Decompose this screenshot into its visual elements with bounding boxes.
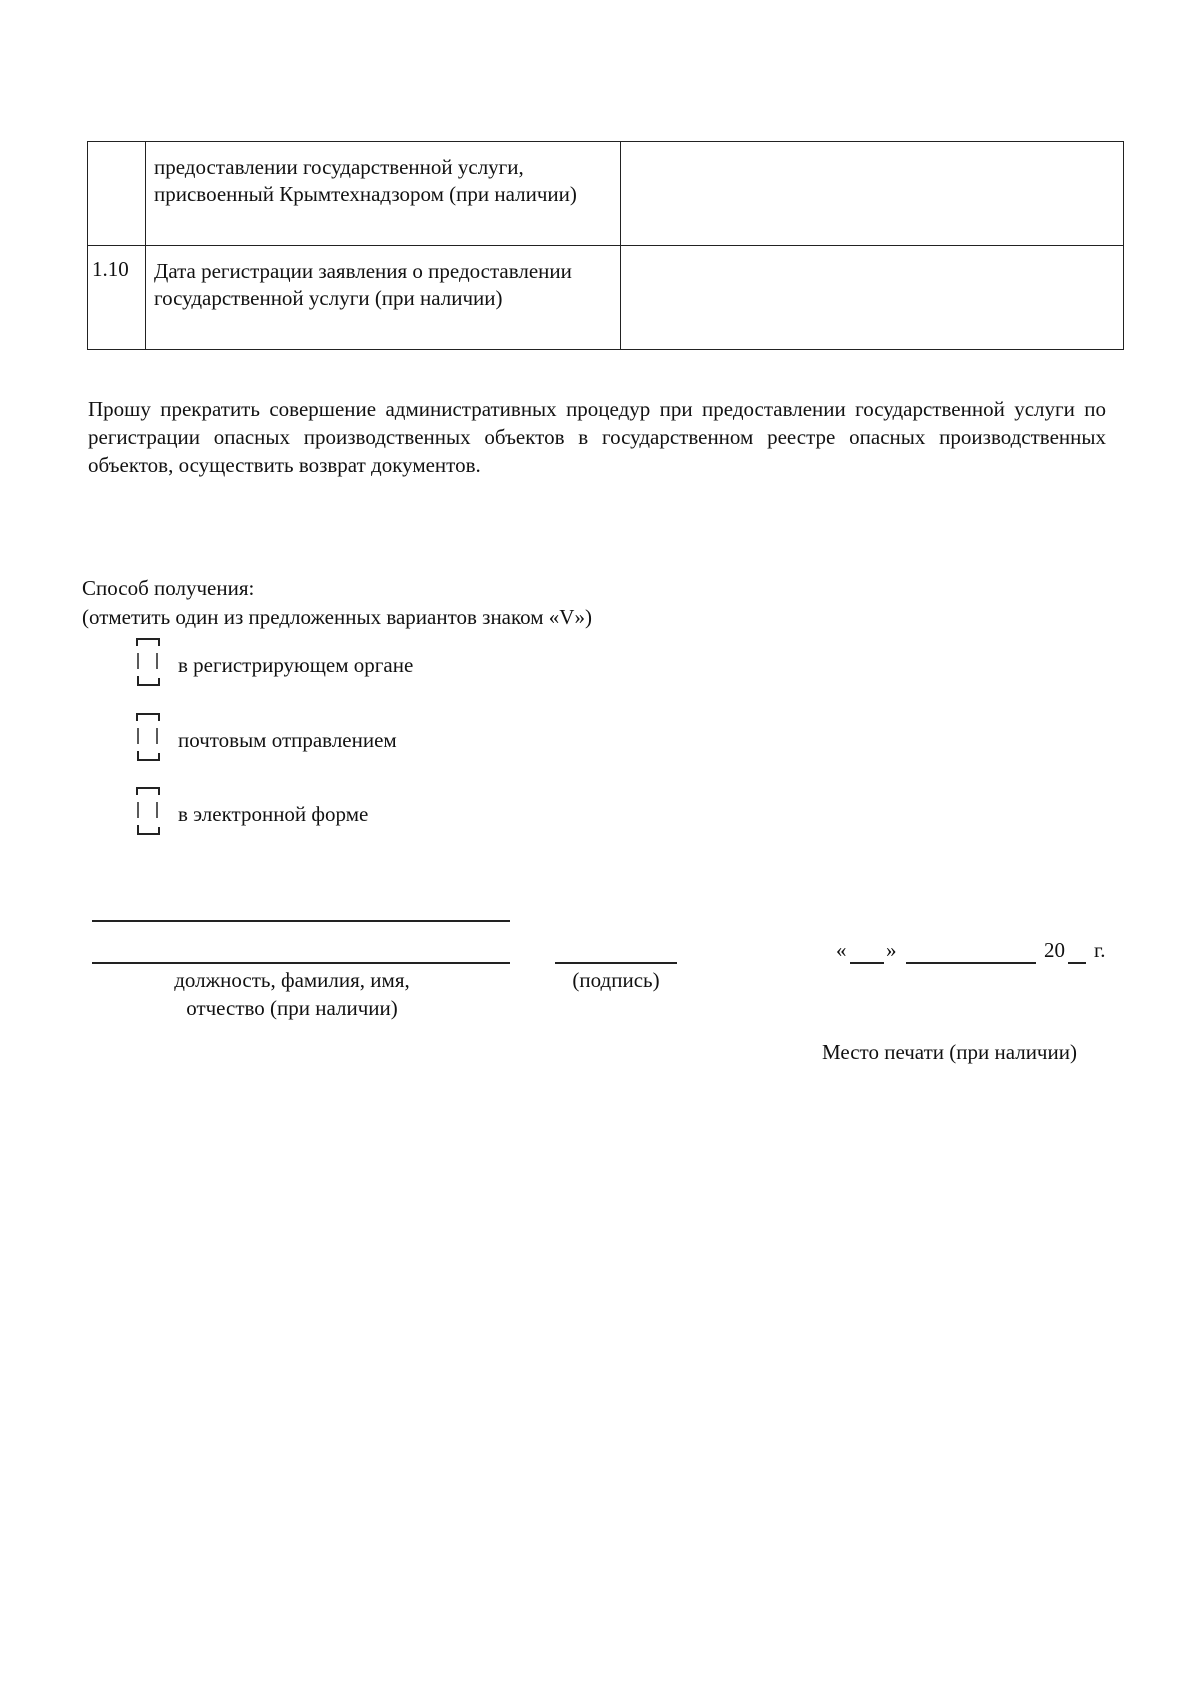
date-month-line[interactable] bbox=[906, 962, 1036, 964]
receipt-option-electronic[interactable] bbox=[136, 786, 636, 846]
signature-line[interactable] bbox=[555, 962, 677, 964]
date-day-line[interactable] bbox=[850, 962, 884, 964]
row-label: предоставлении государственной услуги, присвоенный Крымтехнадзором (при наличии) bbox=[146, 142, 621, 246]
position-caption bbox=[92, 966, 492, 1022]
request-paragraph: Прошу прекратить совершение административных процедур при предоставлении государственной услуги по регистрации опасных производственных объектов в государственном реестре опасных производственных объектов, осуществить возврат документов. bbox=[88, 397, 1106, 477]
position-caption-line-1: должность, фамилия, имя, bbox=[174, 968, 410, 992]
position-caption-line-2: отчество (при наличии) bbox=[186, 996, 398, 1020]
row-label: Дата регистрации заявления о предоставлении государственной услуги (при наличии) bbox=[146, 246, 621, 350]
receipt-option-mail[interactable] bbox=[136, 712, 636, 772]
position-line-2[interactable] bbox=[92, 962, 510, 964]
row-value-field[interactable] bbox=[621, 246, 1124, 350]
row-number bbox=[88, 142, 146, 246]
receipt-method-title: Способ получения: bbox=[82, 576, 255, 600]
seal-place-label: Место печати (при наличии) bbox=[822, 1040, 1077, 1064]
date-year-suffix: г. bbox=[1094, 938, 1106, 962]
date-field bbox=[836, 938, 1116, 968]
position-line-1[interactable] bbox=[92, 920, 510, 922]
date-close-quote: » bbox=[886, 938, 897, 962]
signature-caption: (подпись) bbox=[572, 968, 660, 992]
option-label: почтовым отправлением bbox=[178, 728, 397, 752]
option-label: в регистрирующем органе bbox=[178, 653, 414, 677]
date-open-quote: « bbox=[836, 938, 847, 962]
row-value-field[interactable] bbox=[621, 142, 1124, 246]
checkbox[interactable] bbox=[136, 786, 160, 836]
checkbox[interactable] bbox=[136, 712, 160, 762]
option-label: в электронной форме bbox=[178, 802, 369, 826]
checkbox[interactable] bbox=[136, 637, 160, 687]
row-number: 1.10 bbox=[88, 246, 146, 350]
date-year-prefix: 20 bbox=[1044, 938, 1065, 962]
receipt-method-hint: (отметить один из предложенных вариантов знаком «V») bbox=[82, 605, 592, 629]
receipt-method-heading bbox=[82, 574, 592, 632]
table-row bbox=[88, 246, 1124, 350]
table-row bbox=[88, 142, 1124, 246]
receipt-option-registry[interactable] bbox=[136, 637, 636, 697]
application-table bbox=[87, 141, 1124, 350]
date-year-line[interactable] bbox=[1068, 962, 1086, 964]
